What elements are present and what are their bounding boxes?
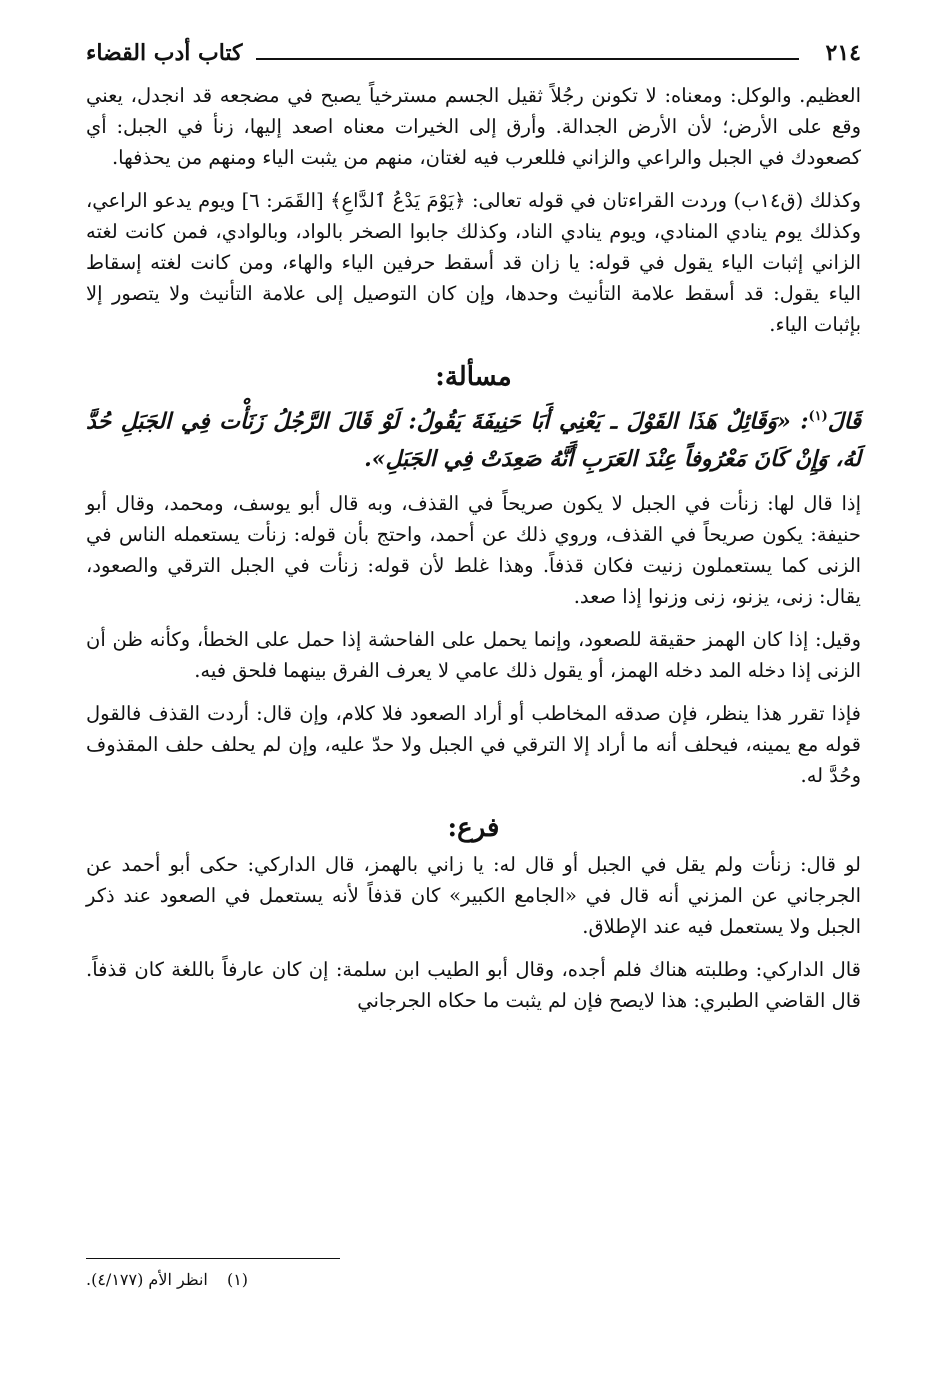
paragraph: لو قال: زنأت ولم يقل في الجبل أو قال له: يا زاني بالهمز، قال الداركي: حكى أبو أحمد عن الجرجاني عن المزني أنه قال في «الجامع الكبير» كان قذفاً لأنه يستعمل في الصعود عند ذكر الجبل ولا يستعمل فيه عند الإطلاق. [86, 853, 861, 939]
paragraph: وكذلك (ق١٤ب) وردت القراءتان في قوله تعالى: ﴿يَوْمَ يَدْعُ ٱلدَّاعِ﴾ [القَمَر: ٦] ويوم يدعو الراعي، وكذلك يوم ينادي المنادي، ويوم ينادي الناد، وكذلك جابوا الصخر بالواد، وبالوادي، فمن كانت لغته الزاني إثبات الياء يقول في قوله: يا زان قد أسقط حرفين الياء والهاء، ومن كانت لغته إسقاط الياء يقول: قد أسقط علامة التأنيث وحدها، وإن كان التوصيل إلى علامة التأنيث ولا يتصور إلا بإثبات الياء. [86, 189, 861, 336]
page-number: ٢١٤ [825, 40, 861, 66]
footnote-rule [86, 1258, 340, 1259]
matn-quote [86, 398, 861, 478]
paragraph: وقيل: إذا كان الهمز حقيقة للصعود، وإنما يحمل على الفاحشة إذا حمل على الخطأ، وكأنه ظن أن الزنى إذا دخله المد دخله الهمز، أو يقول ذلك عامي لا يعرف الفرق بينهما فلحق فيه. [86, 628, 861, 683]
paragraph: العظيم. والوكل: ومعناه: لا تكونن رجُلاً ثقيل الجسم مسترخياً يصبح في مضجعه قد انجدل، يعني وقع على الأرض؛ لأن الأرض الجدالة. وأرق إلى الخيرات معناه اصعد إليها، زنأ في الجبل: أي كصعودك في الجبل والراعي والزاني فللعرب فيه لغتان، منهم من يثبت الياء ومنهم من يحذفها. [86, 84, 861, 169]
paragraph: قال الداركي: وطلبته هناك فلم أجده، وقال أبو الطيب ابن سلمة: إن كان عارفاً باللغة كان قذفاً. قال القاضي الطبري: هذا لايصح فإن لم يثبت ما حكاه الجرجاني [86, 958, 861, 1013]
matn-text: : «وَقَائِلٌ هَذَا القَوْلَ ـ يَعْنِي أَبَا حَنِيفَةَ يَقُولُ: لَوْ قَالَ الرَّجُلُ زَنَأْت فِي الجَبَلِ حُدَّ لَهُ، وَإِنْ كَانَ مَعْرُوفاً عِنْدَ العَرَبِ أَنَّهُ صَعِدَتْ فِي الجَبَلِ». [86, 408, 861, 473]
matn-lead: قَالَ [827, 408, 861, 435]
header-rule [256, 58, 799, 60]
paragraph: إذا قال لها: زنأت في الجبل لا يكون صريحاً في القذف، وبه قال أبو يوسف، ومحمد، وقال أبو حنيفة: يكون صريحاً في القذف، وروي ذلك عن أحمد، واحتج بأن قوله: زنأت يستعمله الناس في الزنى كما يستعملون زنيت فكان قذفاً. وهذا غلط لأن قوله: زنأت في الجبل الترقي والصعود، يقال: زنى، يزنو، زنى وزنوا إذا صعد. [86, 492, 861, 609]
footnote-ref: (١) [808, 409, 828, 424]
footnote-text: انظر الأم (٤/١٧٧). [86, 1270, 208, 1289]
paragraph: فإذا تقرر هذا ينظر، فإن صدقه المخاطب أو أراد الصعود فلا كلام، وإن قال: أردت القذف فالقول قوله مع يمينه، فيحلف أنه ما أراد إلا الترقي في الجبل ولا حدّ عليه، وإن لم يحلف حلف المقذوف وحُدَّ له. [86, 702, 861, 788]
page-header [86, 36, 861, 76]
running-title: كتاب أدب القضاء [86, 40, 243, 66]
section-heading-far: فرع: [447, 813, 500, 844]
footnote [86, 1268, 861, 1292]
section-heading-masala: مسألة: [435, 362, 512, 392]
footnote-number: (١) [226, 1270, 249, 1289]
